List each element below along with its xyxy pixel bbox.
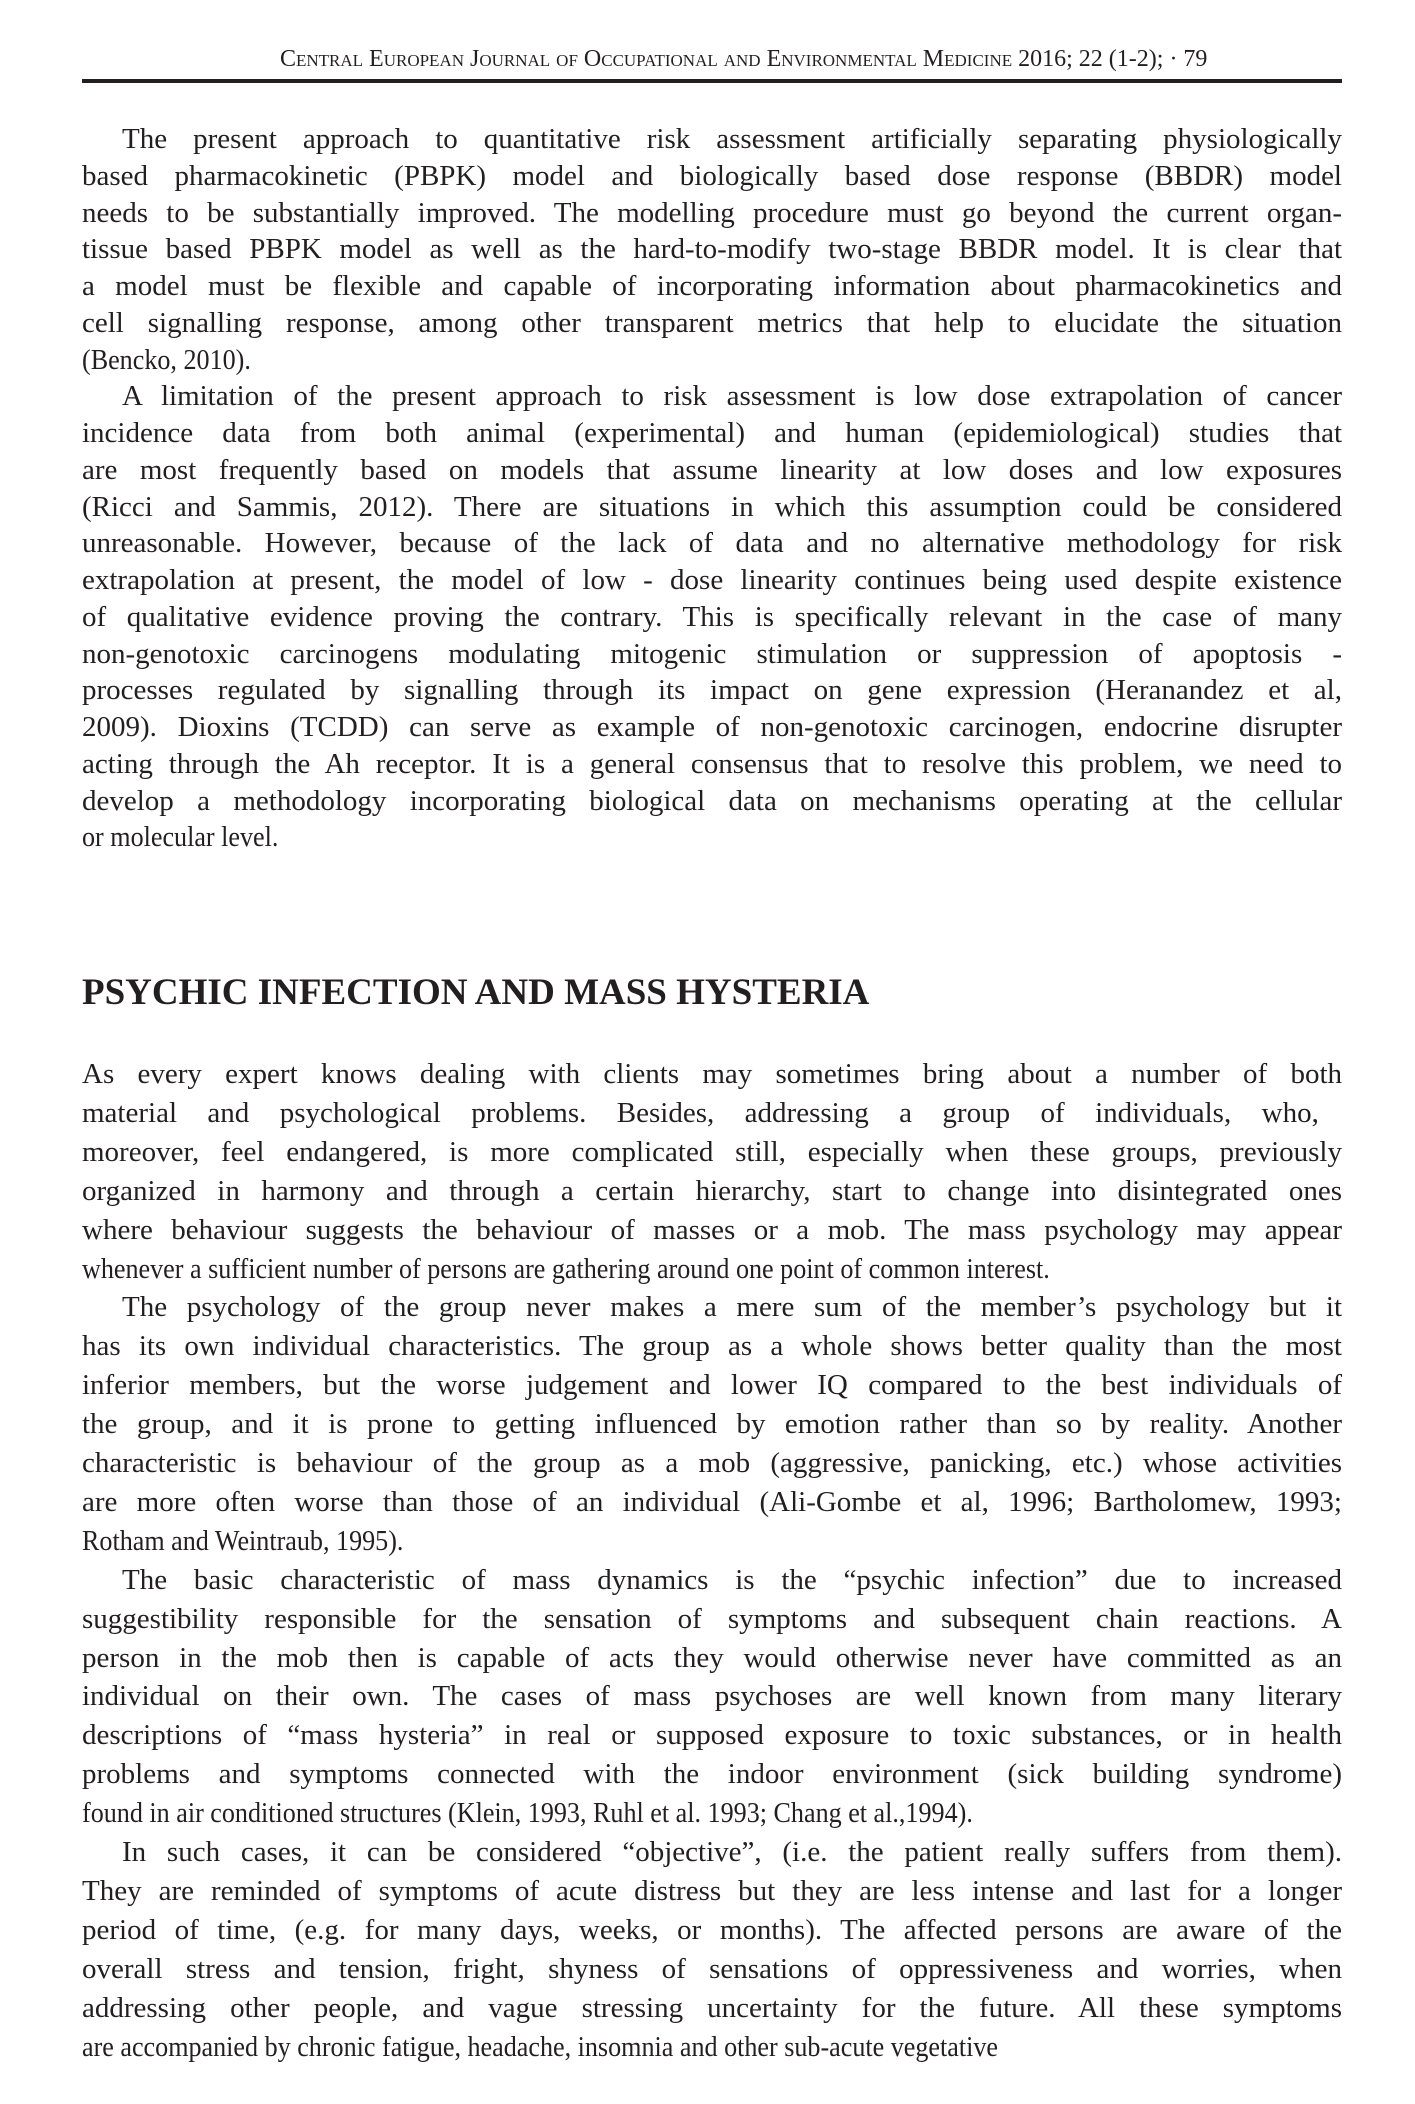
paragraph-line: overall stress and tension, fright, shyness of sensations of oppressiveness and worries, when bbox=[82, 1952, 1342, 1985]
paragraph-line: non-genotoxic carcinogens modulating mitogenic stimulation or suppression of apoptosis - bbox=[82, 637, 1342, 670]
paragraph-line: individual on their own. The cases of mass psychoses are well known from many literary bbox=[82, 1680, 1342, 1713]
paragraph-line: based pharmacokinetic (PBPK) model and biologically based dose response (BBDR) model bbox=[82, 159, 1342, 192]
header-rule bbox=[82, 79, 1342, 83]
paragraph-line: (Ricci and Sammis, 2012). There are situations in which this assumption could be considered bbox=[82, 490, 1342, 523]
paragraph-line: The present approach to quantitative risk assessment artificially separating physiologically bbox=[122, 123, 1342, 155]
issue-citation: 2016; 22 (1-2); · 79 bbox=[1018, 46, 1208, 72]
paragraph-line: unreasonable. However, because of the lack of data and no alternative methodology for risk bbox=[82, 527, 1342, 560]
paragraph-line: characteristic is behaviour of the group as a mob (aggressive, panicking, etc.) whose activities bbox=[82, 1447, 1342, 1479]
paragraph-line: extrapolation at present, the model of low - dose linearity continues being used despite existence bbox=[82, 564, 1342, 596]
paragraph-line: develop a methodology incorporating biological data on mechanisms operating at the cellular bbox=[82, 784, 1342, 817]
journal-title: Central European Journal of Occupational and Environmental Medicine bbox=[280, 46, 1013, 72]
paragraph-line: processes regulated by signalling through its impact on gene expression (Heranandez et al, bbox=[82, 674, 1342, 707]
paragraph-line: a model must be flexible and capable of incorporating information about pharmacokinetics and bbox=[82, 270, 1342, 302]
paragraph-line: person in the mob then is capable of acts they would otherwise never have committed as an bbox=[82, 1641, 1342, 1674]
paragraph-line: descriptions of “mass hysteria” in real or supposed exposure to toxic substances, or in health bbox=[82, 1719, 1342, 1752]
paragraph-line: moreover, feel endangered, is more complicated still, especially when these groups, previously bbox=[82, 1135, 1342, 1168]
paragraph-line: has its own individual characteristics. The group as a whole shows better quality than the most bbox=[82, 1330, 1342, 1363]
running-head bbox=[280, 44, 1207, 74]
paragraph-line: incidence data from both animal (experimental) and human (epidemiological) studies that bbox=[82, 417, 1342, 449]
paragraph-line: whenever a sufficient number of persons are gathering around one point of common interest. bbox=[82, 1252, 1050, 1285]
paragraph-line: They are reminded of symptoms of acute distress but they are less intense and last for a longer bbox=[82, 1874, 1342, 1907]
paragraph-line: are most frequently based on models that assume linearity at low doses and low exposures bbox=[82, 453, 1342, 486]
paragraph-line: problems and symptoms connected with the indoor environment (sick building syndrome) bbox=[82, 1758, 1342, 1791]
paragraph-line: of qualitative evidence proving the contrary. This is specifically relevant in the case of many bbox=[82, 600, 1342, 633]
paragraph-line: Rotham and Weintraub, 1995). bbox=[82, 1524, 404, 1557]
paragraph-line: suggestibility responsible for the sensation of symptoms and subsequent chain reactions. A bbox=[82, 1602, 1342, 1635]
paragraph-line: (Bencko, 2010). bbox=[82, 343, 251, 376]
paragraph-line: acting through the Ah receptor. It is a general consensus that to resolve this problem, we need to bbox=[82, 747, 1342, 780]
section-heading: PSYCHIC INFECTION AND MASS HYSTERIA bbox=[82, 972, 870, 1013]
paragraph-line: organized in harmony and through a certain hierarchy, start to change into disintegrated ones bbox=[82, 1174, 1342, 1207]
paragraph-line: A limitation of the present approach to risk assessment is low dose extrapolation of cancer bbox=[122, 380, 1342, 413]
paragraph-line: where behaviour suggests the behaviour of masses or a mob. The mass psychology may appear bbox=[82, 1213, 1342, 1246]
paragraph-line: tissue based PBPK model as well as the hard-to-modify two-stage BBDR model. It is clear that bbox=[82, 233, 1342, 266]
paragraph-line: or molecular level. bbox=[82, 821, 279, 854]
paragraph-line: cell signalling response, among other transparent metrics that help to elucidate the situation bbox=[82, 306, 1342, 339]
paragraph-line: In such cases, it can be considered “objective”, (i.e. the patient really suffers from them). bbox=[122, 1836, 1342, 1868]
paragraph-line: are accompanied by chronic fatigue, headache, insomnia and other sub-acute vegetative bbox=[82, 2030, 998, 2063]
paragraph-line: As every expert knows dealing with clients may sometimes bring about a number of both bbox=[82, 1058, 1342, 1090]
paragraph-line: found in air conditioned structures (Klein, 1993, Ruhl et al. 1993; Chang et al.,1994). bbox=[82, 1797, 973, 1830]
paragraph-line: addressing other people, and vague stressing uncertainty for the future. All these symptoms bbox=[82, 1991, 1342, 2024]
paragraph-line: needs to be substantially improved. The modelling procedure must go beyond the current organ- bbox=[82, 196, 1342, 229]
paragraph-line: are more often worse than those of an individual (Ali-Gombe et al, 1996; Bartholomew, 1993; bbox=[82, 1485, 1342, 1518]
paragraph-line: The basic characteristic of mass dynamics is the “psychic infection” due to increased bbox=[122, 1563, 1342, 1596]
paragraph-line: the group, and it is prone to getting influenced by emotion rather than so by reality. Another bbox=[82, 1408, 1342, 1441]
paragraph-line: 2009). Dioxins (TCDD) can serve as example of non-genotoxic carcinogen, endocrine disrupter bbox=[82, 711, 1342, 743]
paragraph-line: inferior members, but the worse judgement and lower IQ compared to the best individuals of bbox=[82, 1369, 1342, 1402]
paragraph-line: period of time, (e.g. for many days, weeks, or months). The affected persons are aware of the bbox=[82, 1913, 1342, 1946]
paragraph-line: The psychology of the group never makes a mere sum of the member’s psychology but it bbox=[122, 1291, 1342, 1324]
paragraph-line: material and psychological problems. Besides, addressing a group of individuals, who, bbox=[82, 1096, 1319, 1129]
